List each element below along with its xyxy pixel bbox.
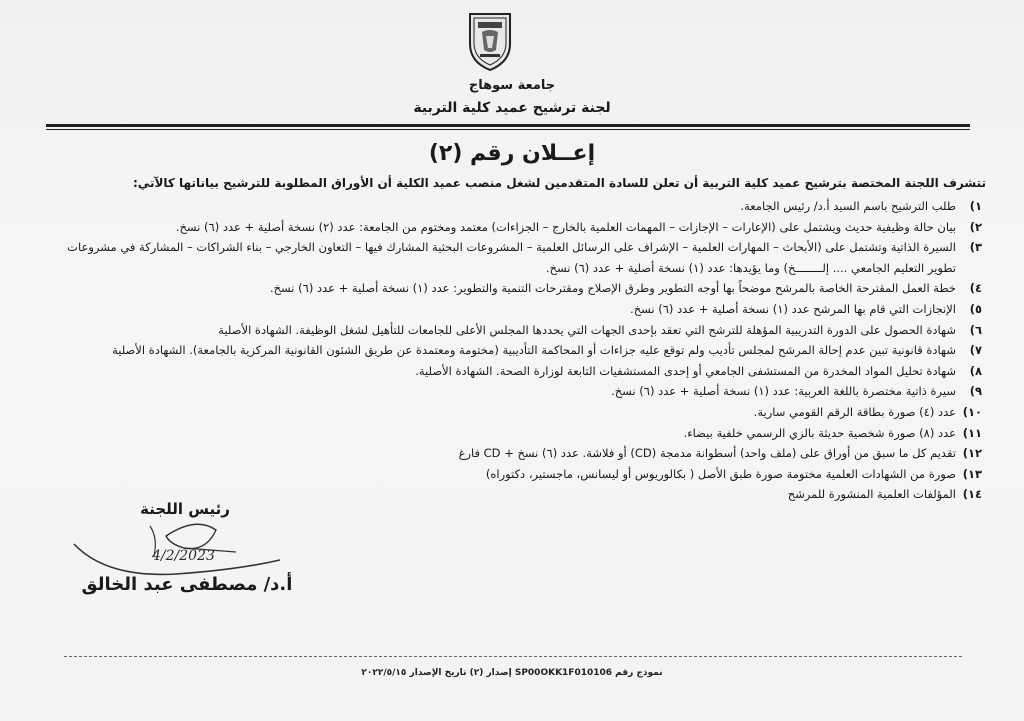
header-divider-thick xyxy=(46,124,970,127)
item-number: ١) xyxy=(969,199,982,213)
item-number: ٥) xyxy=(969,301,982,316)
list-item xyxy=(40,402,982,423)
intro-text: تتشرف اللجنة المختصة بترشيح عميد كلية التربية أن تعلن للسادة المتقدمين لشغل منصب عميد الكلية أن الأوراق المطلوبة للترشيح بياناتها كالآتي: xyxy=(133,176,986,190)
item-number: ٢) xyxy=(969,219,982,234)
item-number: ٦) xyxy=(969,322,982,337)
item-text: المؤلفات العلمية المنشورة للمرشح xyxy=(787,487,956,502)
item-number: ٣) xyxy=(969,240,982,255)
footer-divider xyxy=(64,656,962,657)
item-number: ١٤) xyxy=(962,487,982,502)
committee-name: لجنة ترشيح عميد كلية التربية xyxy=(413,100,611,116)
list-item xyxy=(40,237,982,278)
requirements-list xyxy=(40,196,982,505)
item-text: سيرة ذاتية مختصرة باللغة العربية: عدد (١) نسخة أصلية + عدد (٦) نسخ. xyxy=(611,384,956,399)
item-text: السيرة الذاتية وتشتمل على (الأبحاث – المهارات العلمية – الإشراف على الرسائل العلمية – المشروعات البحثية المشارك فيها – التعاون الخارجي – بناء الشراكات – المشاركة في مشروعات تطوير التعليم الجامعي .... إلــــــــخ) وما يؤيدها: عدد (١) نسخة أصلية + عدد (٦) نسخ. xyxy=(67,240,956,275)
list-item xyxy=(40,278,982,299)
list-item xyxy=(40,340,982,361)
list-item xyxy=(40,196,982,217)
item-number: ٧) xyxy=(969,343,982,358)
item-number: ٤) xyxy=(969,281,982,296)
item-text: خطة العمل المقترحة الخاصة بالمرشح موضحاً بها أوجه التطوير وطرق الإصلاح ومقترحات التنمية والتطوير: عدد (١) نسخة أصلية + عدد (٦) نسخ. xyxy=(269,281,956,296)
university-logo xyxy=(466,10,514,72)
item-text: عدد (٨) صورة شخصية حديثة بالزي الرسمي خلفية بيضاء. xyxy=(683,425,956,440)
item-text: طلب الترشيح باسم السيد أ.د/ رئيس الجامعة. xyxy=(740,199,956,213)
signatory-title: رئيس اللجنة xyxy=(140,500,230,518)
list-item xyxy=(40,423,982,444)
form-footer: نموذج رقم SP00OKK1F010106 إصدار (٢) تاريخ الإصدار ٢٠٢٢/٥/١٥ xyxy=(361,668,663,678)
signature-date: 4/2/2023 xyxy=(152,548,215,564)
item-number: ١٣) xyxy=(962,466,982,481)
university-name: جامعة سوهاج xyxy=(468,78,556,93)
list-item xyxy=(40,443,982,464)
item-text: عدد (٤) صورة بطاقة الرقم القومي سارية. xyxy=(753,404,956,419)
list-item xyxy=(40,320,982,341)
list-item xyxy=(40,217,982,238)
list-item xyxy=(40,381,982,402)
item-text: الإنجازات التي قام بها المرشح عدد (١) نسخة أصلية + عدد (٦) نسخ. xyxy=(630,301,956,316)
item-number: ١٠) xyxy=(962,404,982,419)
item-number: ١٢) xyxy=(962,446,982,461)
item-number: ٩) xyxy=(969,384,982,399)
list-item xyxy=(40,361,982,382)
signatory-name: أ.د/ مصطفى عبد الخالق xyxy=(81,574,293,595)
header-divider-thin xyxy=(46,129,970,130)
item-text: شهادة قانونية تبين عدم إحالة المرشح لمجلس تأديب ولم توقع عليه جزاءات أو المحاكمة التأديبية (مختومة ومعتمدة عن طريق الشئون القانونية المركزية بالجامعة). الشهادة الأصلية xyxy=(112,343,956,358)
item-text: تقديم كل ما سبق من أوراق على (ملف واحد) أسطوانة مدمجة (CD) أو فلاشة. عدد (٦) نسخ + CD فارغ xyxy=(458,446,956,461)
item-text: شهادة تحليل المواد المخدرة من المستشفى الجامعي أو إحدى المستشفيات التابعة لوزارة الصحة. الشهادة الأصلية. xyxy=(415,363,956,378)
item-text: شهادة الحصول على الدورة التدريبية المؤهلة للترشح التي تعقد بإحدى الجهات التي يحددها المجلس الأعلى للجامعات للتأهيل لشغل الوظيفة. الشهادة الأصلية xyxy=(218,322,956,337)
item-number: ١١) xyxy=(962,425,982,440)
item-number: ٨) xyxy=(969,363,982,378)
announcement-title: إعــلان رقم (٢) xyxy=(428,141,596,166)
item-text: بيان حالة وظيفية حديث ويشتمل على (الإعارات – الإجازات – المهمات العلمية بالخارج – الجزاءات) معتمد ومختوم من الجامعة: عدد (٢) نسخة أصلية + عدد (٦) نسخ. xyxy=(175,219,956,234)
list-item xyxy=(40,464,982,485)
list-item xyxy=(40,299,982,320)
item-text: صورة من الشهادات العلمية مختومة صورة طبق الأصل ( بكالوريوس أو ليسانس، ماجستير، دكتوراه) xyxy=(485,466,956,481)
